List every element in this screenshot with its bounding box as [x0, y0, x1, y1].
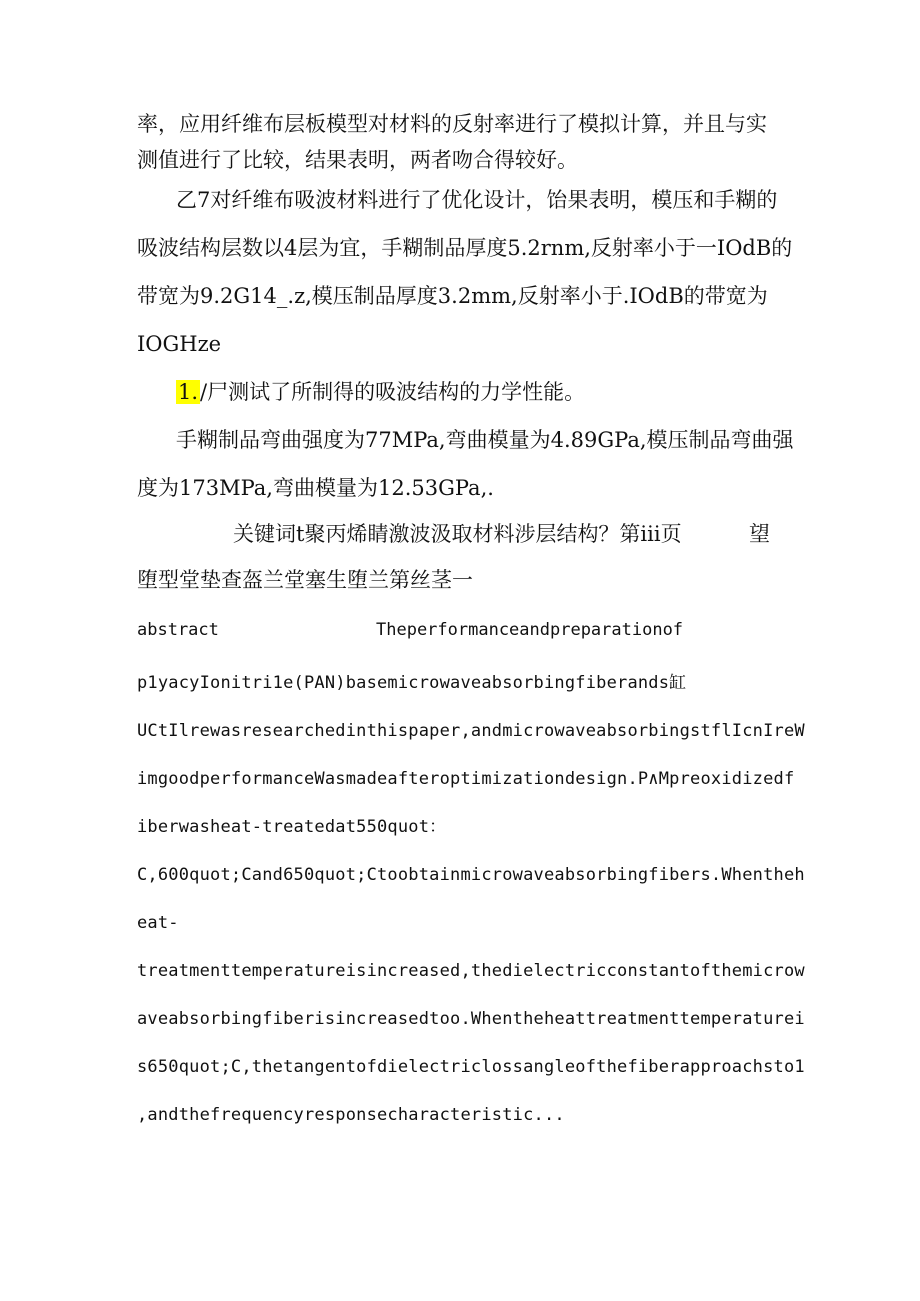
paragraph-1-line-1: 率，应用纤维布层板模型对材料的反射率进行了模拟计算，并且与实 — [137, 112, 767, 136]
paragraph-3-text: /尸测试了所制得的吸波结构的力学性能。 — [200, 380, 586, 404]
paragraph-3 — [176, 378, 585, 406]
abstract-line-10: ,andthefrequencyresponsecharacteristic... — [137, 1105, 565, 1125]
paragraph-4-line-1: 手糊制品弯曲强度为77MPa,弯曲模量为4.89GPa,模压制品弯曲强 — [176, 428, 794, 452]
abstract-line-5: C,600quot;Cand650quot;Ctoobtainmicrowaveabsorbingfibers.Whentheh — [137, 865, 805, 885]
abstract-title: Theperformanceandpreparationof — [376, 620, 684, 640]
paragraph-1-line-2: 测值进行了比较，结果表明，两者吻合得较好。 — [137, 148, 578, 172]
keywords-text: 关键词t聚丙烯睛激波汲取材料涉层结构？第iii页 — [233, 522, 682, 546]
abstract-line-7: treatmenttemperatureisincreased,thedielectricconstantofthemicrow — [137, 961, 805, 981]
paragraph-2-line-1: 乙7对纤维布吸波材料进行了优化设计，饴果表明，模压和手糊的 — [176, 188, 778, 212]
abstract-line-9: s650quot;C,thetangentofdielectriclossangleofthefiberapproachsto1 — [137, 1057, 805, 1077]
highlighted-marker: 1. — [178, 380, 199, 404]
abstract-line-3: imgoodperformanceWasmadeafteroptimizationdesign.P∧Mpreoxidizedf — [137, 769, 795, 789]
paragraph-2-line-3: 带宽为9.2G14_.z,模压制品厚度3.2mm,反射率小于.IOdB的带宽为 — [137, 284, 768, 308]
paragraph-2-line-4: IOGHze — [137, 332, 222, 356]
abstract-label: abstract — [137, 620, 219, 640]
paragraph-4-line-2: 度为173MPa,弯曲模量为12.53GPa,. — [137, 476, 494, 500]
paragraph-2-line-2: 吸波结构层数以4层为宜，手糊制品厚度5.2rnm,反射率小于一IOdB的 — [137, 236, 793, 260]
keywords-line-2: 堕型堂垫查盔兰堂塞生堕兰第丝茎一 — [137, 568, 473, 592]
abstract-line-1: p1yacyIonitri1e(PAN)basemicrowaveabsorbingfiberands缸 — [137, 673, 687, 693]
abstract-line-8: aveabsorbingfiberisincreasedtoo.Whentheheattreatmenttemperaturei — [137, 1009, 805, 1029]
abstract-line-4: iberwasheat-treatedat550quot： — [137, 817, 447, 837]
abstract-line-6: eat- — [137, 913, 179, 933]
keywords-trailing-char: 望 — [749, 522, 770, 546]
keywords-line — [0, 518, 920, 548]
abstract-line-2: UCtIlrewasresearchedinthispaper,andmicrowaveabsorbingstflIcnIreW — [137, 721, 805, 741]
